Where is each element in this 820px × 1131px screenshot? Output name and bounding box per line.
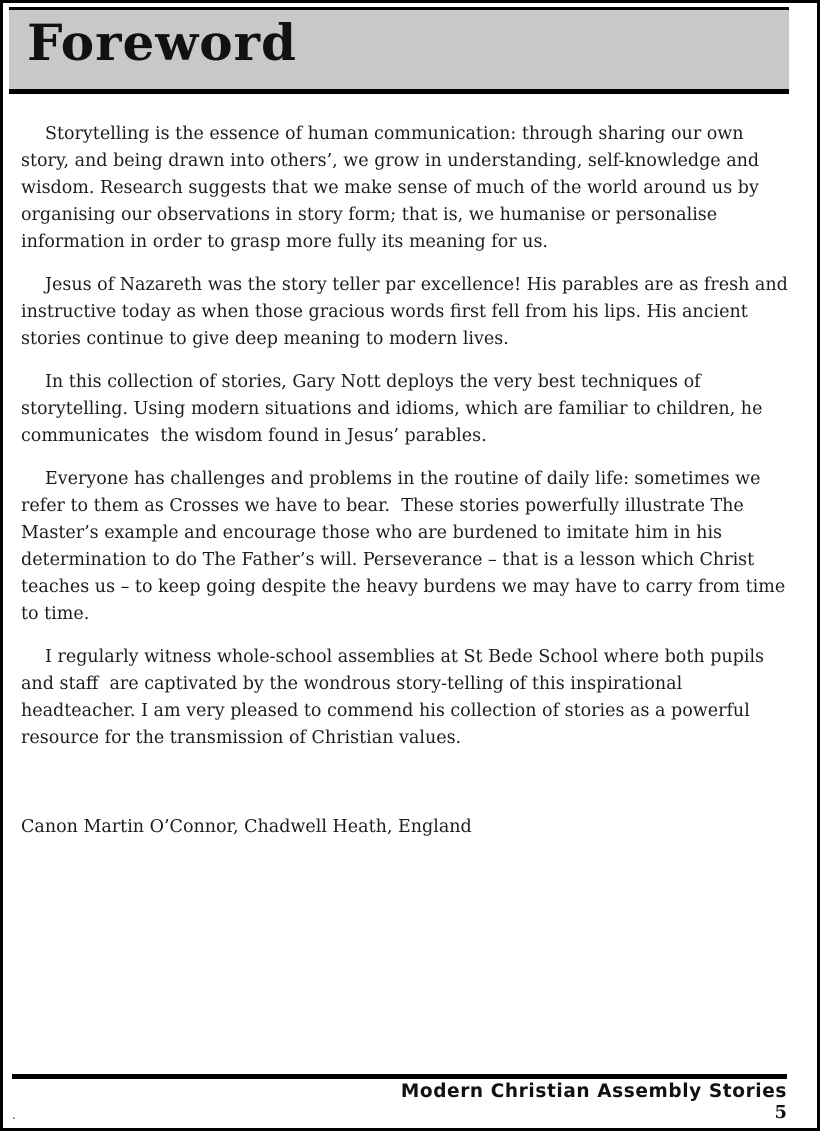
signature-line: Canon Martin O’Connor, Chadwell Heath, England (21, 817, 472, 837)
foreword-body (3, 94, 817, 841)
page-header (3, 7, 817, 94)
stray-dot-mark: . (12, 1108, 16, 1122)
paragraph-everyone-has-challenges: Everyone has challenges and problems in the routine of daily life: sometimes we refer to them as Crosses we have to bear. These stories powerfully illustrate The Master’s example and encourage those who are burdened to imitate him in his determination to do The Father’s will. Perseverance – that is a lesson which Christ teaches us – to keep going despite the heavy burdens we may have to carry from time to time. (21, 469, 791, 624)
book-title: Modern Christian Assembly Stories (400, 1081, 787, 1102)
paragraph-collection-of-stories: In this collection of stories, Gary Nott deploys the very best techniques of storytelling. Using modern situations and idioms, which are familiar to children, he communicates the wisdom found in Jesus’ parables. (21, 372, 769, 446)
paragraph-jesus-of-nazareth: Jesus of Nazareth was the story teller par excellence! His parables are as fresh and instructive today as when those gracious words first fell from his lips. His ancient stories continue to give deep meaning to modern lives. (21, 275, 794, 349)
paragraph-regularly-witness: I regularly witness whole-school assemblies at St Bede School where both pupils and staff are captivated by the wondrous story-telling of this inspirational headteacher. I am very pleased to commend his collection of stories as a powerful resource for the transmission of Christian values. (21, 647, 770, 748)
page-title: Foreword (27, 13, 297, 72)
page-footer (12, 1074, 787, 1123)
paragraph-storytelling: Storytelling is the essence of human communication: through sharing our own story, and being drawn into others’, we grow in understanding, self-knowledge and wisdom. Research suggests that we make sense of much of the world around us by organising our observations in story form; that is, we humanise or personalise information in order to grasp more fully its meaning for us. (21, 124, 765, 252)
page-number: 5 (774, 1102, 787, 1123)
header-band (9, 7, 789, 94)
